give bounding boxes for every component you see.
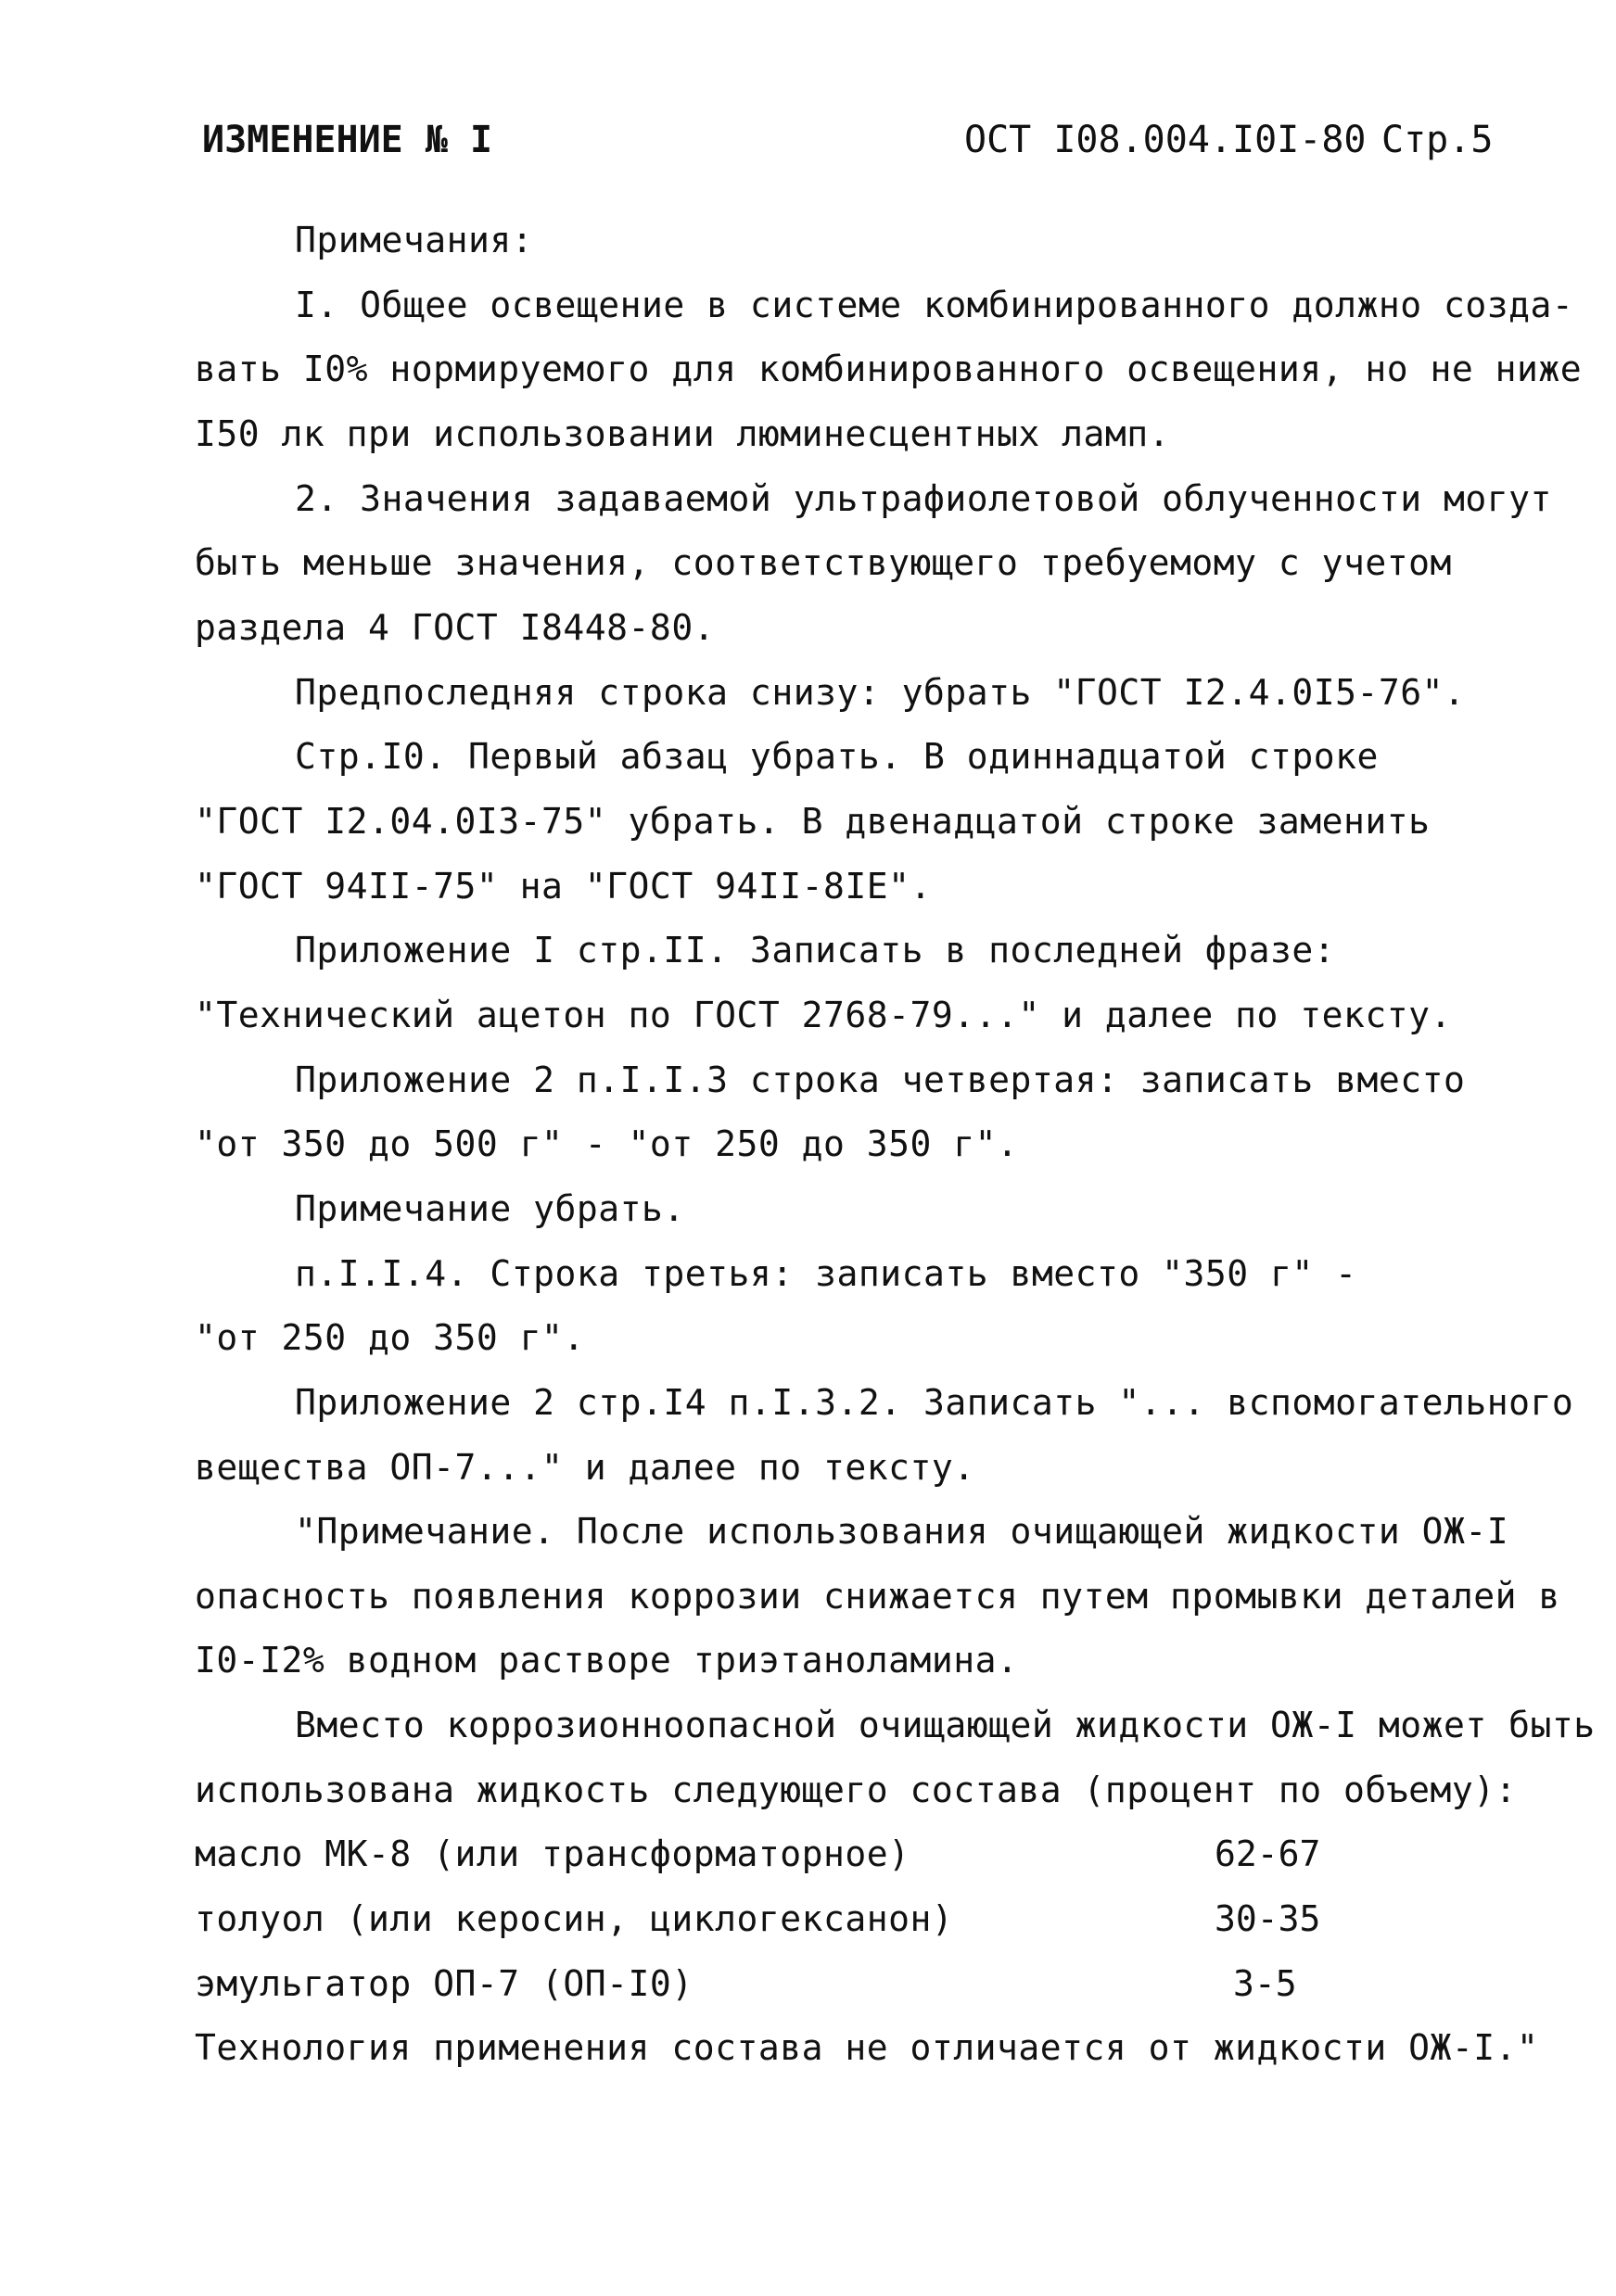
text-line: п.I.I.4. Строка третья: записать вместо "350 г" -	[295, 1253, 1357, 1294]
text-line: Вместо коррозионноопасной очищающей жидкости ОЖ-I может быть	[295, 1705, 1596, 1745]
text-line: раздела 4 ГОСТ I8448-80.	[195, 607, 716, 648]
text-line: Примечание убрать.	[295, 1188, 685, 1229]
text-line: Приложение I стр.II. Записать в последней фразе:	[295, 930, 1336, 970]
document-code: ОСТ I08.004.I0I-80	[964, 119, 1367, 161]
text-line: "от 250 до 350 г".	[195, 1317, 585, 1358]
composition-item-value: 30-35	[1215, 1898, 1321, 1939]
composition-item-name: толуол (или керосин, циклогексанон)	[195, 1898, 954, 1939]
text-line: 2. Значения задаваемой ультрафиолетовой облученности могут	[295, 478, 1552, 519]
composition-item-value: 62-67	[1215, 1833, 1321, 1874]
text-line: вать I0% нормируемого для комбинированного освещения, но не ниже	[195, 349, 1583, 389]
text-line: использована жидкость следующего состава (процент по объему):	[195, 1770, 1518, 1810]
text-line: "Технический ацетон по ГОСТ 2768-79..." и далее по тексту.	[195, 995, 1452, 1035]
text-line: быть меньше значения, соответствующего требуемому с учетом	[195, 542, 1452, 583]
text-line: Приложение 2 п.I.I.3 строка четвертая: записать вместо	[295, 1059, 1466, 1100]
composition-item-name: масло МК-8 (или трансформаторное)	[195, 1833, 910, 1874]
text-line: I50 лк при использовании люминесцентных ламп.	[195, 413, 1171, 454]
text-line: "ГОСТ I2.04.0I3-75" убрать. В двенадцатой строке заменить	[195, 801, 1431, 842]
text-line: Стр.I0. Первый абзац убрать. В одиннадцатой строке	[295, 736, 1379, 777]
text-line: Предпоследняя строка снизу: убрать "ГОСТ I2.4.0I5-76".	[295, 672, 1466, 713]
text-line: опасность появления коррозии снижается путем промывки деталей в	[195, 1576, 1560, 1617]
final-text-line: Технология применения состава не отличается от жидкости ОЖ-I."	[195, 2027, 1539, 2068]
text-line: вещества ОП-7..." и далее по тексту.	[195, 1447, 975, 1488]
text-line: I0-I2% водном растворе триэтаноламина.	[195, 1640, 1019, 1681]
text-line: "Примечание. После использования очищающей жидкости ОЖ-I	[295, 1511, 1509, 1552]
composition-item-name: эмульгатор ОП-7 (ОП-I0)	[195, 1963, 693, 2004]
text-line: Приложение 2 стр.I4 п.I.3.2. Записать "... вспомогательного	[295, 1382, 1574, 1423]
text-line: "от 350 до 500 г" - "от 250 до 350 г".	[195, 1123, 1019, 1164]
composition-item-value: 3-5	[1233, 1963, 1297, 2004]
text-line: I. Общее освещение в системе комбинированного должно созда-	[295, 285, 1574, 325]
text-line: "ГОСТ 94II-75" на "ГОСТ 94II-8IЕ".	[195, 866, 932, 907]
change-number: ИЗМЕНЕНИЕ № I	[202, 119, 493, 161]
notes-heading: Примечания:	[295, 220, 534, 260]
page-number: Стр.5	[1381, 119, 1494, 161]
